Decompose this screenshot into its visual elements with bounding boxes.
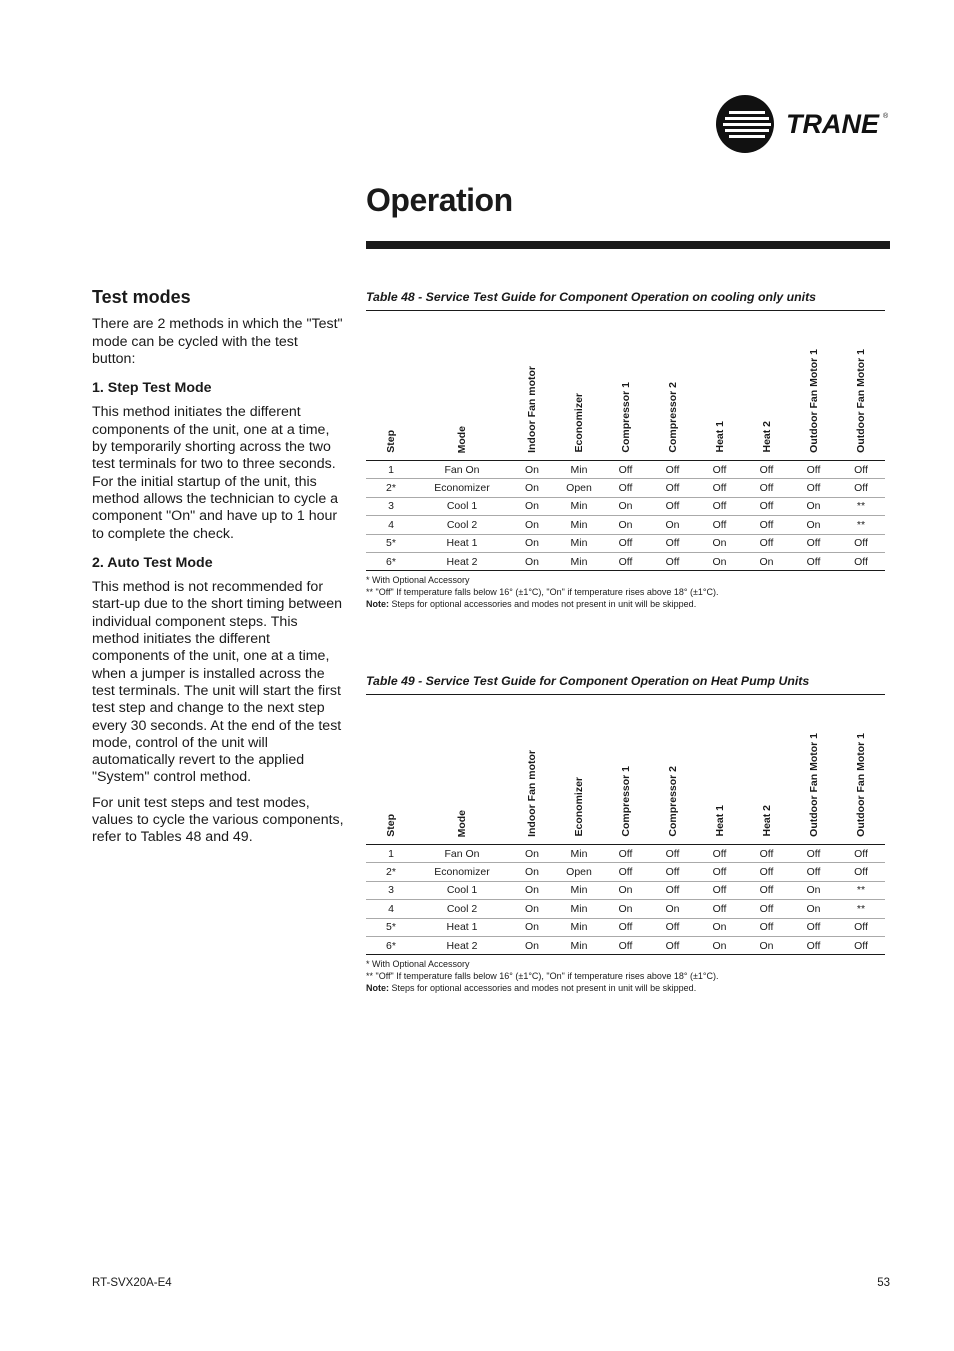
table-cell: Economizer xyxy=(416,479,508,497)
table-cell: Off xyxy=(743,516,790,534)
table-cell: Off xyxy=(743,497,790,515)
table-cell: On xyxy=(602,497,649,515)
table-cell: 4 xyxy=(366,900,416,918)
table48-note-accessory: * With Optional Accessory xyxy=(366,575,470,586)
table48-note-temperature: ** "Off" If temperature falls below 16° (±1°C), "On" if temperature rises above 18° (±1°C). xyxy=(366,586,719,597)
table-cell: 3 xyxy=(366,881,416,899)
column-header-label: Heat 2 xyxy=(760,421,773,453)
table-cell: Cool 1 xyxy=(416,497,508,515)
table-cell: Off xyxy=(837,552,885,570)
table-cell: Off xyxy=(602,936,649,954)
table-cell: Min xyxy=(556,516,602,534)
table-row xyxy=(366,516,885,534)
table-cell: Off xyxy=(649,881,696,899)
table-cell: 6* xyxy=(366,936,416,954)
table-cell: Fan On xyxy=(416,845,508,863)
table-cell: On xyxy=(790,881,837,899)
table-cell: Off xyxy=(790,552,837,570)
table-cell: 2* xyxy=(366,479,416,497)
table-cell: Economizer xyxy=(416,863,508,881)
column-header xyxy=(508,311,556,461)
table-cell: On xyxy=(508,516,556,534)
table-cell: Off xyxy=(837,918,885,936)
column-header-label: Compressor 1 xyxy=(619,766,632,837)
table48 xyxy=(366,310,885,571)
column-header-label: Heat 2 xyxy=(760,805,773,837)
table-cell: On xyxy=(602,881,649,899)
table-cell: Off xyxy=(602,552,649,570)
column-header xyxy=(696,695,743,845)
column-header-label: Outdoor Fan Motor 1 xyxy=(855,733,867,837)
table-cell: Off xyxy=(837,863,885,881)
table-cell: Off xyxy=(837,479,885,497)
table-cell: Off xyxy=(696,479,743,497)
table-cell: On xyxy=(508,552,556,570)
closing-paragraph: For unit test steps and test modes, values to cycle the various components, refer to Tables 48 and 49. xyxy=(92,794,344,846)
table-cell: On xyxy=(508,845,556,863)
table-cell: Min xyxy=(556,936,602,954)
table-cell: Off xyxy=(743,863,790,881)
column-header xyxy=(837,311,885,461)
column-header xyxy=(366,311,416,461)
column-header-label: Heat 1 xyxy=(713,805,726,837)
column-header-label: Mode xyxy=(456,425,468,453)
table-cell: On xyxy=(508,936,556,954)
table48-note-skip xyxy=(366,599,885,611)
column-header xyxy=(649,311,696,461)
table-cell: Heat 2 xyxy=(416,552,508,570)
column-header-label: Outdoor Fan Motor 1 xyxy=(855,349,867,453)
step-test-paragraph: This method initiates the different components of the unit, one at a time, by temporarily shorting across the two test terminals for two to three seconds. For the initial startup of the unit, this method allows the technician to cycle a component "On" and have up to 1 hour to complete the check. xyxy=(92,404,339,542)
column-header xyxy=(602,311,649,461)
column-header-label: Mode xyxy=(456,809,468,837)
table-cell: Off xyxy=(696,863,743,881)
table49-caption: Table 49 - Service Test Guide for Component Operation on Heat Pump Units xyxy=(366,674,810,688)
table-cell: On xyxy=(508,534,556,552)
note-text: Steps for optional accessories and modes not present in unit will be skipped. xyxy=(391,982,697,993)
auto-test-paragraph: This method is not recommended for start-up due to the short timing between individual component steps. This method initiates the different components of the unit, one at a time, when a jumper is installed across the test terminals. The unit will start the first test step and change to the next step every 30 seconds. At the end of the test mode, control of the unit will automatically revert to the applied "System" control method. xyxy=(92,579,342,786)
table-cell: Off xyxy=(790,863,837,881)
column-header-label: Step xyxy=(385,430,397,453)
table-cell: Min xyxy=(556,497,602,515)
page-title: Operation xyxy=(366,182,513,218)
table-cell: 4 xyxy=(366,516,416,534)
table-cell: Min xyxy=(556,845,602,863)
table-cell: Off xyxy=(649,918,696,936)
table48-body xyxy=(366,461,885,571)
table-cell: ** xyxy=(837,497,885,515)
column-header xyxy=(556,695,602,845)
table-cell: Off xyxy=(696,516,743,534)
table-cell: ** xyxy=(837,900,885,918)
column-header-label: Economizer xyxy=(573,777,585,837)
table-cell: Off xyxy=(649,863,696,881)
table-row xyxy=(366,918,885,936)
table-cell: Off xyxy=(602,479,649,497)
table-cell: Min xyxy=(556,534,602,552)
table-cell: Off xyxy=(837,461,885,479)
table49-block xyxy=(366,674,885,994)
table-row xyxy=(366,497,885,515)
column-header-label: Outdoor Fan Motor 1 xyxy=(807,349,820,453)
intro-paragraph: There are 2 methods in which the "Test" mode can be cycled with the test button: xyxy=(92,316,343,367)
table-cell: Off xyxy=(649,497,696,515)
note-label: Note: xyxy=(366,598,389,609)
table-cell: Off xyxy=(602,461,649,479)
table-cell: Open xyxy=(556,479,602,497)
table-cell: 6* xyxy=(366,552,416,570)
table-cell: Off xyxy=(696,900,743,918)
table-cell: Open xyxy=(556,863,602,881)
table-cell: Off xyxy=(649,845,696,863)
note-label: Note: xyxy=(366,982,389,993)
table-cell: 1 xyxy=(366,845,416,863)
table-cell: Off xyxy=(837,534,885,552)
table-cell: On xyxy=(743,936,790,954)
table-row xyxy=(366,845,885,863)
table-cell: On xyxy=(790,516,837,534)
table-cell: Min xyxy=(556,461,602,479)
column-header xyxy=(416,695,508,845)
column-header xyxy=(649,695,696,845)
table-cell: Off xyxy=(743,461,790,479)
table-cell: Off xyxy=(743,900,790,918)
column-header-label: Economizer xyxy=(573,393,585,453)
column-header-label: Step xyxy=(385,814,397,837)
table-row xyxy=(366,534,885,552)
table-row xyxy=(366,936,885,954)
table-cell: 5* xyxy=(366,534,416,552)
table-cell: Off xyxy=(837,845,885,863)
table48-header-row xyxy=(366,311,885,461)
table-cell: Off xyxy=(743,881,790,899)
table-cell: Heat 1 xyxy=(416,534,508,552)
table-cell: On xyxy=(696,552,743,570)
document-code: RT-SVX20A-E4 xyxy=(92,1277,172,1289)
table-cell: Off xyxy=(649,534,696,552)
table-cell: Off xyxy=(602,863,649,881)
column-header xyxy=(556,311,602,461)
table-cell: Off xyxy=(790,534,837,552)
table48-caption: Table 48 - Service Test Guide for Component Operation on cooling only units xyxy=(366,290,817,304)
test-modes-section xyxy=(92,289,344,855)
table49-notes xyxy=(366,959,885,994)
step-test-heading: 1. Step Test Mode xyxy=(92,380,212,397)
table-cell: ** xyxy=(837,516,885,534)
column-header-label: Outdoor Fan Motor 1 xyxy=(807,733,820,837)
table-cell: Off xyxy=(790,461,837,479)
column-header xyxy=(790,695,837,845)
section-heading: Test modes xyxy=(92,287,191,307)
note-text: Steps for optional accessories and modes not present in unit will be skipped. xyxy=(391,598,697,609)
table-cell: On xyxy=(508,461,556,479)
auto-test-heading: 2. Auto Test Mode xyxy=(92,554,213,571)
table-cell: Off xyxy=(743,534,790,552)
column-header-label: Indoor Fan motor xyxy=(526,750,538,837)
table-cell: On xyxy=(696,936,743,954)
table-cell: On xyxy=(790,900,837,918)
table-cell: On xyxy=(649,900,696,918)
table49-header-row xyxy=(366,695,885,845)
table-cell: Off xyxy=(743,479,790,497)
table49-note-skip xyxy=(366,983,885,995)
column-header xyxy=(743,695,790,845)
column-header-label: Indoor Fan motor xyxy=(526,366,538,453)
table-row xyxy=(366,863,885,881)
title-rule xyxy=(366,241,890,249)
table-cell: Off xyxy=(649,479,696,497)
table-cell: Off xyxy=(743,918,790,936)
table49-body xyxy=(366,845,885,955)
page-number: 53 xyxy=(877,1277,890,1289)
column-header xyxy=(696,311,743,461)
table-cell: On xyxy=(508,863,556,881)
column-header xyxy=(743,311,790,461)
table-cell: On xyxy=(508,479,556,497)
table-row xyxy=(366,881,885,899)
column-header xyxy=(508,695,556,845)
table-cell: 3 xyxy=(366,497,416,515)
table-cell: On xyxy=(508,881,556,899)
table-cell: On xyxy=(790,497,837,515)
column-header xyxy=(366,695,416,845)
table-cell: Heat 2 xyxy=(416,936,508,954)
table49-note-accessory: * With Optional Accessory xyxy=(366,959,470,970)
table-cell: Off xyxy=(696,461,743,479)
table-cell: Off xyxy=(790,936,837,954)
table-cell: Off xyxy=(696,497,743,515)
column-header xyxy=(602,695,649,845)
table-row xyxy=(366,552,885,570)
table-cell: Min xyxy=(556,900,602,918)
table-cell: On xyxy=(508,900,556,918)
table-cell: Off xyxy=(790,479,837,497)
table-cell: On xyxy=(743,552,790,570)
table-cell: On xyxy=(649,516,696,534)
table48-notes xyxy=(366,575,885,610)
column-header-label: Compressor 2 xyxy=(666,382,679,453)
table-row xyxy=(366,900,885,918)
column-header xyxy=(837,695,885,845)
brand-wordmark: TRANE xyxy=(786,109,879,139)
table-cell: Fan On xyxy=(416,461,508,479)
table-cell: On xyxy=(602,900,649,918)
table-cell: Min xyxy=(556,552,602,570)
table-row xyxy=(366,479,885,497)
table-row xyxy=(366,461,885,479)
table-cell: Off xyxy=(649,461,696,479)
table-cell: Off xyxy=(602,534,649,552)
table-cell: Cool 2 xyxy=(416,900,508,918)
table-cell: Off xyxy=(696,881,743,899)
table-cell: Cool 2 xyxy=(416,516,508,534)
table-cell: Off xyxy=(649,936,696,954)
table-cell: On xyxy=(602,516,649,534)
table-cell: ** xyxy=(837,881,885,899)
table-cell: Off xyxy=(837,936,885,954)
table-cell: 1 xyxy=(366,461,416,479)
table-cell: Min xyxy=(556,918,602,936)
column-header xyxy=(790,311,837,461)
table-cell: 5* xyxy=(366,918,416,936)
table-cell: Off xyxy=(696,845,743,863)
column-header-label: Compressor 2 xyxy=(666,766,679,837)
table-cell: Heat 1 xyxy=(416,918,508,936)
table-cell: On xyxy=(696,918,743,936)
table-cell: Off xyxy=(602,845,649,863)
table-cell: Off xyxy=(790,845,837,863)
table49-note-temperature: ** "Off" If temperature falls below 16° (±1°C), "On" if temperature rises above 18° (±1°C). xyxy=(366,970,719,981)
table-cell: Off xyxy=(790,918,837,936)
registered-mark: ® xyxy=(883,113,889,120)
table49 xyxy=(366,694,885,955)
table-cell: On xyxy=(696,534,743,552)
column-header-label: Compressor 1 xyxy=(619,382,632,453)
table-cell: Off xyxy=(743,845,790,863)
table-cell: On xyxy=(508,918,556,936)
table-cell: On xyxy=(508,497,556,515)
table-cell: Off xyxy=(649,552,696,570)
table-cell: 2* xyxy=(366,863,416,881)
column-header-label: Heat 1 xyxy=(713,421,726,453)
table-cell: Min xyxy=(556,881,602,899)
table48-block xyxy=(366,290,885,610)
trane-logo xyxy=(715,94,891,154)
table-cell: Off xyxy=(602,918,649,936)
column-header xyxy=(416,311,508,461)
table-cell: Cool 1 xyxy=(416,881,508,899)
